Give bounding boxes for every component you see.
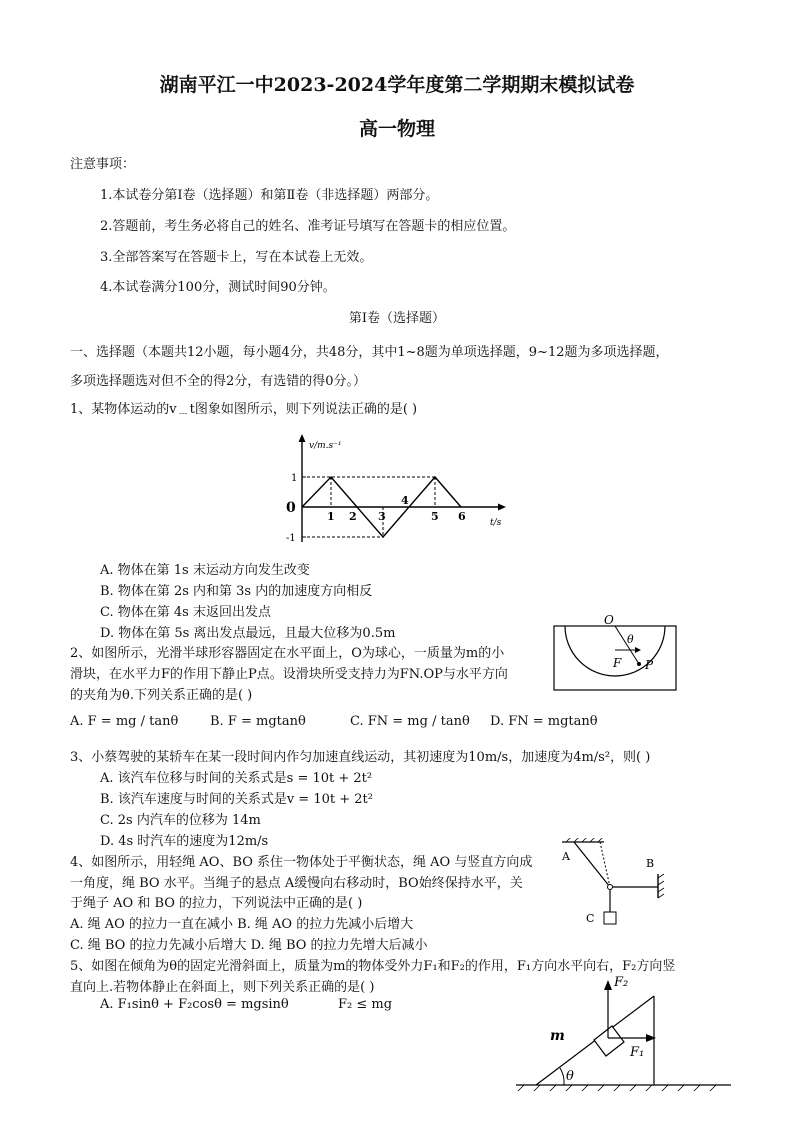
q4-label-B: B xyxy=(646,857,655,870)
q2-option-a: A. F = mg / tanθ xyxy=(70,714,179,729)
q5-label-F2: F₂ xyxy=(614,975,629,990)
q4-rope-figure xyxy=(560,838,675,933)
q1-y-tick-label-1: 1 xyxy=(291,473,298,484)
q2-option-d: D. FN = mgtanθ xyxy=(490,714,598,729)
q2-option-c: C. FN = mg / tanθ xyxy=(350,714,470,729)
q5-label-F1: F₁ xyxy=(630,1045,645,1060)
q3-option-b: B. 该汽车速度与时间的关系式是v = 10t + 2t² xyxy=(100,792,373,807)
q4-stem-line1: 4、如图所示，用轻绳 AO、BO 系住一物体处于平衡状态，绳 AO 与竖直方向成 xyxy=(70,855,533,870)
q1-option-a: A. 物体在第 1s 末运动方向发生改变 xyxy=(100,563,310,578)
notice-item-1: 1.本试卷分第Ⅰ卷（选择题）和第Ⅱ卷（非选择题）两部分。 xyxy=(100,188,439,203)
q4-stem-line2: 一角度，绳 BO 水平。当绳子的悬点 A缓慢向右移动时，BO始终保持水平，关 xyxy=(70,876,523,891)
q2-label-F: F xyxy=(613,656,622,670)
q2-option-b: B. F = mgtanθ xyxy=(210,714,306,729)
exam-subject: 高一物理 xyxy=(358,118,435,140)
q5-force-F2-arrow xyxy=(604,980,612,990)
notice-heading: 注意事项： xyxy=(70,157,136,172)
notice-item-4: 4.本试卷满分100分，测试时间90分钟。 xyxy=(100,280,336,295)
q1-x-tick-1: 1 xyxy=(327,510,335,523)
q4-rope-AO xyxy=(574,842,610,887)
q4-wall-hatch xyxy=(658,874,664,898)
q5-incline-figure xyxy=(516,968,736,1093)
q3-option-a: A. 该汽车位移与时间的关系式是s = 10t + 2t² xyxy=(100,771,373,786)
q4-stem-line3: 于绳子 AO 和 BO 的拉力，下列说法中正确的是( ) xyxy=(70,896,363,911)
q2-label-O: O xyxy=(604,613,614,627)
q2-point-P xyxy=(637,662,641,666)
q1-x-axis-label: t/s xyxy=(490,518,502,528)
q2-hemisphere-figure xyxy=(553,612,678,692)
q3-stem: 3、小蔡驾驶的某轿车在某一段时间内作匀加速直线运动，其初速度为10m/s，加速度为4m/s²，则( ) xyxy=(70,750,651,765)
q1-option-b: B. 物体在第 2s 内和第 3s 内的加速度方向相反 xyxy=(100,584,373,599)
q2-force-F-arrow xyxy=(635,647,641,653)
q4-option-cd: C. 绳 BO 的拉力先减小后增大 D. 绳 BO 的拉力先增大后减小 xyxy=(70,938,428,953)
q4-knot-O xyxy=(608,885,613,890)
q4-option-ab: A. 绳 AO 的拉力一直在减小 B. 绳 AO 的拉力先减小后增大 xyxy=(70,917,414,932)
q4-label-C: C xyxy=(586,912,595,925)
q1-y-axis-arrow xyxy=(299,434,306,442)
q3-option-c: C. 2s 内汽车的位移为 14m xyxy=(100,813,261,828)
section-title: 第Ⅰ卷（选择题） xyxy=(348,311,446,326)
part1-heading-line2: 多项选择题选对但不全的得2分，有选错的得0分。） xyxy=(70,374,367,389)
q5-stem-line1: 5、如图在倾角为θ的固定光滑斜面上，质量为m的物体受外力F₁和F₂的作用，F₁方向水平向右，F₂方向竖 xyxy=(70,959,676,974)
q1-x-tick-3: 3 xyxy=(378,510,386,523)
part1-heading-line1: 一、选择题（本题共12小题，每小题4分，共48分，其中1~8题为单项选择题，9~12题为多项选择题， xyxy=(70,345,669,360)
q1-x-tick-4: 4 xyxy=(401,494,409,507)
q1-stem: 1、某物体运动的v﹍t图象如图所示，则下列说法正确的是( ) xyxy=(70,402,418,417)
q5-label-theta: θ xyxy=(566,1069,574,1084)
q2-label-theta: θ xyxy=(627,633,634,646)
q1-origin-label: 0 xyxy=(286,500,296,516)
q5-option-a-extra: F₂ ≤ mg xyxy=(338,997,393,1012)
q4-label-A: A xyxy=(562,850,570,863)
q1-x-tick-5: 5 xyxy=(431,510,439,523)
q1-vt-graph xyxy=(280,432,510,552)
q5-option-a: A. F₁sinθ + F₂cosθ = mgsinθ xyxy=(100,997,289,1012)
q4-weight xyxy=(604,912,616,924)
q2-stem-line1: 2、如图所示，光滑半球形容器固定在水平面上，O为球心，一质量为m的小 xyxy=(70,646,505,661)
q2-stem-line2: 滑块，在水平力F的作用下静止P点。设滑块所受支持力为FN.OP与水平方向 xyxy=(70,667,508,682)
exam-title: 湖南平江一中2023-2024学年度第二学期期末模拟试卷 xyxy=(159,74,635,96)
q5-ground-hatch xyxy=(518,1085,716,1091)
notice-item-2: 2.答题前，考生务必将自己的姓名、准考证号填写在答题卡的相应位置。 xyxy=(100,219,516,234)
notice-item-3: 3.全部答案写在答题卡上，写在本试卷上无效。 xyxy=(100,250,373,265)
q1-x-tick-2: 2 xyxy=(349,510,357,523)
q1-option-c: C. 物体在第 4s 末返回出发点 xyxy=(100,605,271,620)
q1-option-d: D. 物体在第 5s 离出发点最远，且最大位移为0.5m xyxy=(100,626,396,641)
q5-block xyxy=(594,1026,624,1056)
q5-stem-line2: 直向上.若物体静止在斜面上，则下列关系正确的是( ) xyxy=(70,980,375,995)
q1-y-axis-label: v/m.s⁻¹ xyxy=(309,441,342,451)
q5-label-m: m xyxy=(550,1028,565,1044)
q2-label-P: P xyxy=(645,658,654,672)
q1-y-tick-label-neg1: -1 xyxy=(286,533,296,544)
q5-angle-arc xyxy=(560,1068,564,1085)
q1-x-tick-6: 6 xyxy=(458,510,466,523)
q2-stem-line3: 的夹角为θ.下列关系正确的是( ) xyxy=(70,688,253,703)
q1-x-axis-arrow xyxy=(498,504,506,511)
q3-option-d: D. 4s 时汽车的速度为12m/s xyxy=(100,834,269,849)
